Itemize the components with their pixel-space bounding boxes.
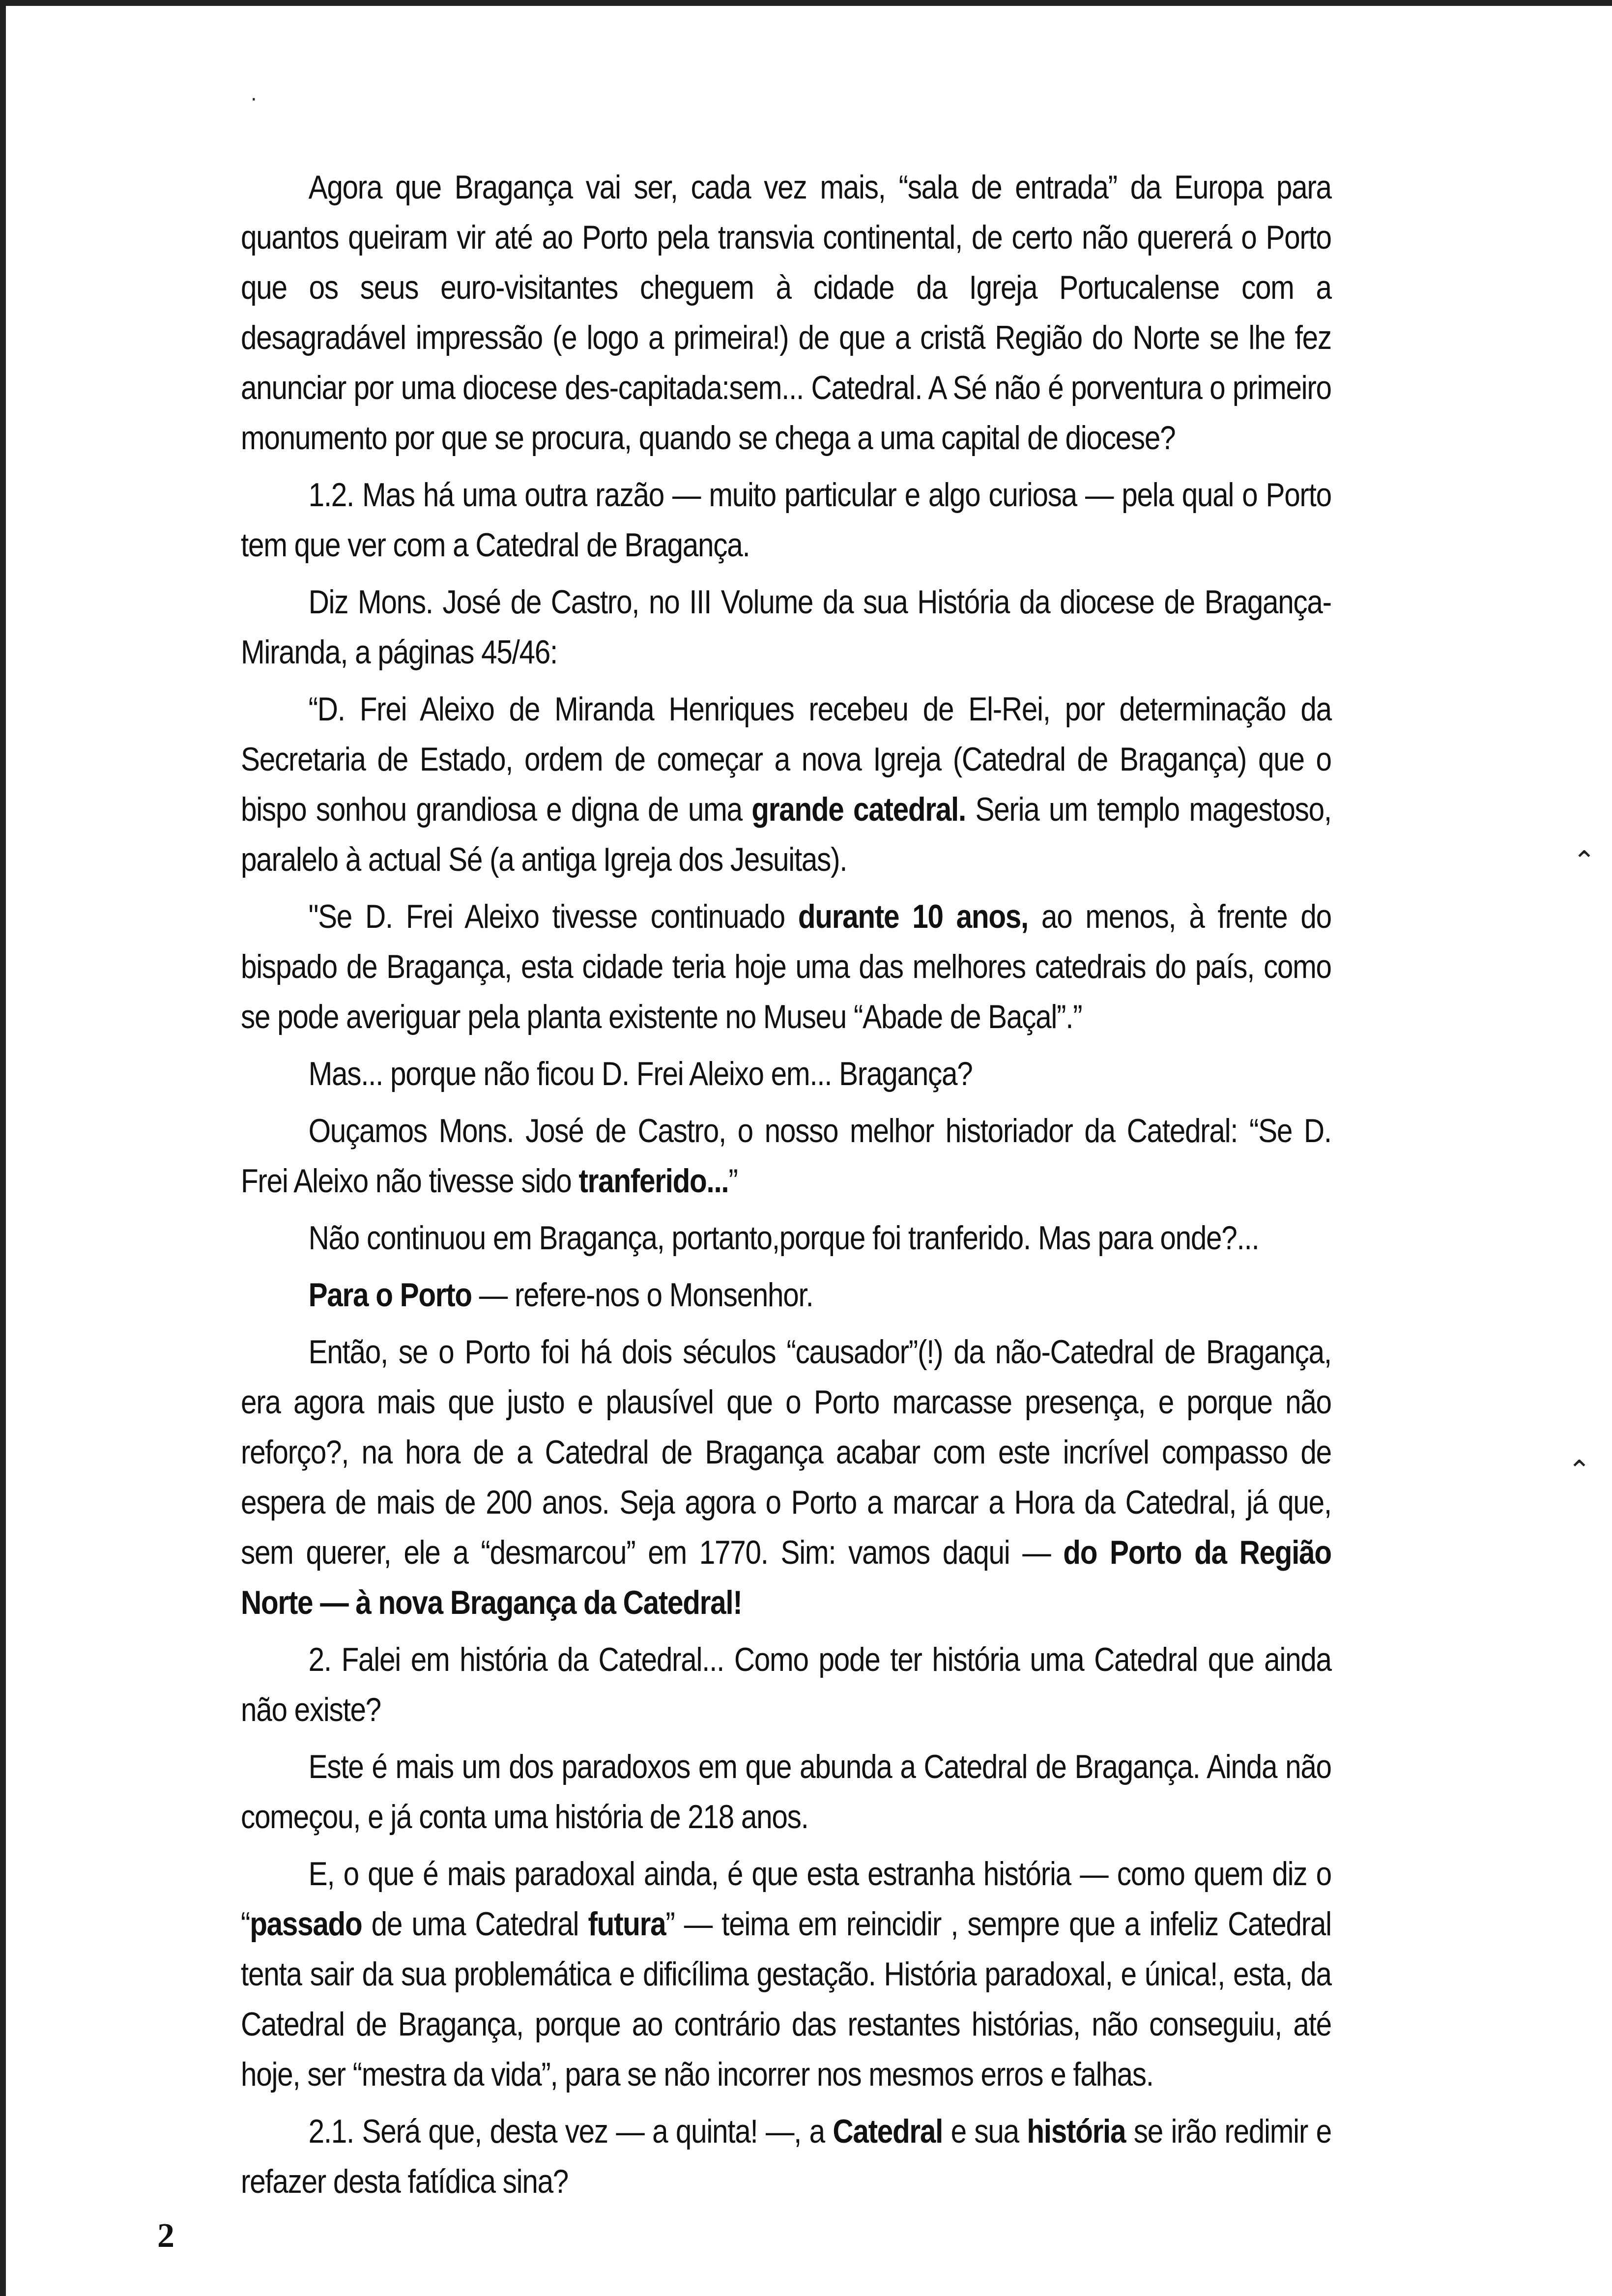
text-run: ” — [728, 1162, 738, 1200]
page-number: 2 — [157, 2217, 174, 2255]
paragraph — [241, 1213, 1331, 1263]
bold-text: futura — [588, 1905, 666, 1943]
text-run: Este é mais um dos paradoxos em que abunda a Catedral de Bragança. Ainda não começou, e já conta uma história de 218 anos. — [241, 1748, 1331, 1836]
text-run: ao menos, à frente do bispado de Bragança, esta cidade teria hoje uma das melhores catedrais do país, como se pode averiguar pela planta existente no Museu “Abade de Baçal”.” — [241, 898, 1331, 1035]
paragraph — [241, 1049, 1331, 1099]
text-run: Mas... porque não ficou D. Frei Aleixo em... Bragança? — [308, 1055, 973, 1092]
text-run: se irão redimir e refazer desta fatídica sina? — [241, 2113, 1331, 2200]
paragraph — [241, 162, 1331, 463]
text-run: 1.2. Mas há uma outra razão — muito particular e algo curiosa — pela qual o Porto tem que ver com a Catedral de Bragança. — [241, 476, 1331, 564]
paragraph — [241, 684, 1331, 885]
paragraph — [241, 1849, 1331, 2099]
scan-speck-mark: · — [251, 88, 257, 111]
bold-text: do Porto da Região Norte — à nova Bragança da Catedral! — [241, 1534, 1331, 1621]
text-run: Seria um templo magestoso, paralelo à actual Sé (a antiga Igreja dos Jesuitas). — [241, 791, 1331, 878]
scan-speck-mark: ⌃ — [1568, 1455, 1591, 1487]
bold-text: tranferido... — [578, 1162, 729, 1200]
text-run: Diz Mons. José de Castro, no III Volume da sua História da diocese de Bragança-Miranda, a páginas 45/46: — [241, 583, 1331, 671]
bold-text: história — [1027, 2113, 1126, 2150]
text-run: “D. Frei Aleixo de Miranda Henriques recebeu de El-Rei, por determinação da Secretaria de Estado, ordem de começar a nova Igreja (Catedral de Bragança) que o bispo sonhou grandiosa e digna de uma — [241, 690, 1331, 828]
paragraph — [241, 1742, 1331, 1842]
left-border-rule — [0, 0, 6, 2296]
text-run: "Se D. Frei Aleixo tivesse continuado — [308, 898, 798, 935]
text-run: de uma Catedral — [362, 1905, 588, 1943]
bold-text: Catedral — [833, 2113, 943, 2150]
paragraph — [241, 891, 1331, 1042]
text-run: E, o que é mais paradoxal ainda, é que esta estranha história — como quem diz o “ — [241, 1855, 1331, 1943]
bold-text: durante 10 anos, — [798, 898, 1028, 935]
text-run: Não continuou em Bragança, portanto,porque foi tranferido. Mas para onde?... — [308, 1219, 1259, 1257]
paragraph — [241, 470, 1331, 570]
text-run: Então, se o Porto foi há dois séculos “causador”(!) da não-Catedral de Bragança, era agora mais que justo e plausível que o Porto marcasse presença, e porque não reforço?, na hora de a Catedral de Bragança acabar com este incrível compasso de espera de mais de 200 anos. Seja agora o Porto a marcar a Hora da Catedral, já que, sem querer, ele a “desmarcou” em 1770. Sim: vamos daqui — — [241, 1333, 1331, 1571]
paragraph — [241, 1106, 1331, 1206]
bold-text: passado — [250, 1905, 362, 1943]
text-run: Agora que Bragança vai ser, cada vez mais, “sala de entrada” da Europa para quantos queiram vir até ao Porto pela transvia continental, de certo não quererá o Porto que os seus euro-visitantes cheguem à cidade da Igreja Portucalense com a desagradável impressão (e logo a primeira!) de que a cristã Região do Norte se lhe fez anunciar por uma diocese des-capitada:sem... Catedral. A Sé não é porventura o primeiro monumento por que se procura, quando se chega a uma capital de diocese? — [241, 169, 1331, 457]
text-run: 2.1. Será que, desta vez — a quinta! —, a — [308, 2113, 833, 2150]
scan-speck-mark: ⌃ — [1573, 845, 1596, 877]
text-run: Ouçamos Mons. José de Castro, o nosso melhor historiador da Catedral: “Se D. Frei Aleixo não tivesse sido — [241, 1112, 1331, 1200]
text-run: 2. Falei em história da Catedral... Como pode ter história uma Catedral que ainda não existe? — [241, 1641, 1331, 1728]
paragraph — [241, 1327, 1331, 1628]
text-run: ” — teima em reincidir , sempre que a infeliz Catedral tenta sair da sua problemática e dificílima gestação. História paradoxal, e única!, esta, da Catedral de Bragança, porque ao contrário das restantes histórias, não conseguiu, até hoje, ser “mestra da vida”, para se não incorrer nos mesmos erros e falhas. — [241, 1905, 1331, 2093]
text-run: e sua — [943, 2113, 1027, 2150]
paragraph — [241, 577, 1331, 677]
top-border-rule — [0, 0, 1612, 6]
bold-text: grande catedral. — [751, 791, 966, 828]
bold-text: Para o Porto — [308, 1276, 472, 1314]
paragraph — [241, 1270, 1331, 1320]
text-run: — refere-nos o Monsenhor. — [471, 1276, 813, 1314]
paragraph — [241, 1635, 1331, 1735]
paragraph — [241, 2106, 1331, 2207]
body-text — [241, 162, 1331, 2213]
